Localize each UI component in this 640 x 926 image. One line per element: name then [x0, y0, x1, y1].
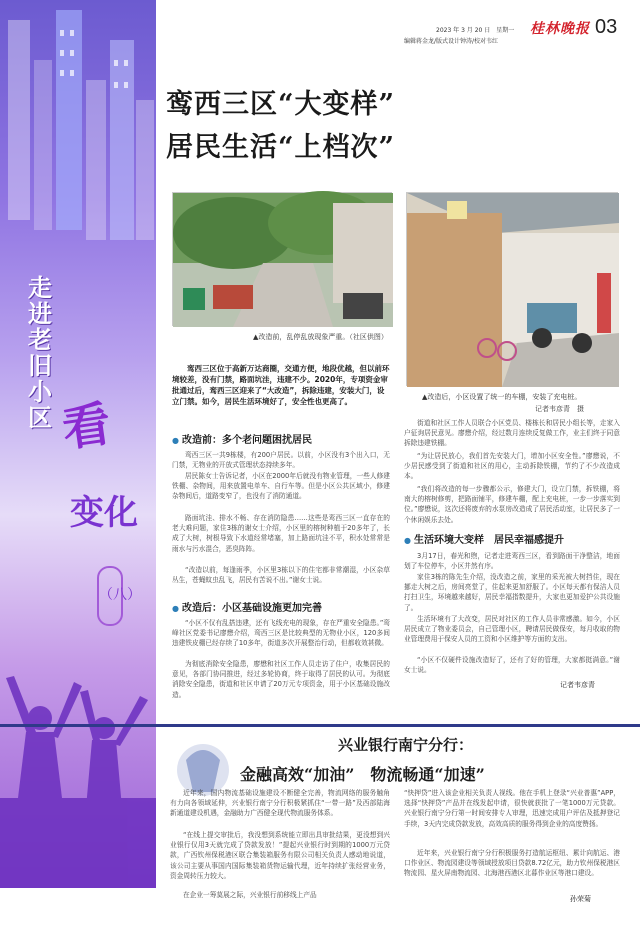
- paragraph: 近年来，国内物流基础设施建设不断健全完善，物流网络的服务触角有力向各领域延伸，兴业银行南宁分行积极紧抓住“一带一路”及西部陆海新通道建设机遇，金融助力广西健全现代物流服务体系。: [170, 789, 390, 818]
- photo-before-caption: ▲改造前，乱停乱放现象严重。（社区供图）: [253, 333, 388, 341]
- paragraph: 鸾西三区一共9栋楼，有200户居民。以前，小区没有3个出入口，无门禁，无物业的开放式管理状态持续多年。: [172, 451, 390, 470]
- photo-credit: 记者韦彦青 摄: [535, 405, 584, 413]
- skyline-illustration: [0, 0, 156, 260]
- photo-before-renovation: [172, 192, 392, 326]
- paragraph: “我们将改造的每一步骤都公示，修建大门，设立门禁，拆铁棚，将南大的榕树修剪，把路面铺平，修建车棚，配上充电桩，一步一步落实到位。”廖懋说，这次还将废弃的水泵房改造成了居民活动室，让居民多了一个休闲娱乐去处。: [404, 485, 620, 524]
- paragraph: 居民陈女士告诉记者，小区在2000年后就没有物业管理，一些人修建铁棚、杂物间，用来放置电单车、自行车等。但是小区公共区域小，修建杂物间后，道路变窄了，也没有了消防通道。: [172, 472, 390, 501]
- bank-article-byline: 孙荣菊: [570, 895, 591, 903]
- paragraph: “快押贷”进入该企业相关负责人视线。他在手机上登录“兴业普惠”APP，选择“快押贷”产品并在线发起申请，很快就获批了一笔1000万元贷款。兴业银行南宁分行第一时间安排专人审理，迅速完成用户评估及抵押登记手续，3天内完成贷款发放，高效高质的服务得到企业的高度赞扬。: [404, 789, 620, 828]
- section-heading-before: ● 改造前：多个老问题困扰居民: [172, 431, 312, 446]
- paragraph: 3月17日，春光和煦，记者走进鸾西三区，看到路面干净整洁，地面划了车位停车，小区井然有序。: [404, 552, 620, 571]
- issue-date: 2023 年 3 月 20 日 星期一: [436, 27, 515, 34]
- headline-line-1: 鸾西三区“大变样”: [166, 89, 396, 120]
- paragraph: “小区不仅有乱搭违建，还有飞线充电的现象，存在严重安全隐患。”鸾峰社区党委书记廖懋介绍，鸾西三区是比较典型的无物业小区，120多间违建铁皮棚已经存续了10多年，街道多次开展整治行动，但都收效甚微。: [172, 619, 390, 648]
- paragraph: “改造以前，每逢雨季，小区里3栋以下的住宅都非常潮湿，小区杂草丛生，苍蝇蚊虫乱飞，居民有苦说不出。”谢女士说。: [172, 566, 390, 585]
- paragraph: “小区不仅硬件设施改造好了，还有了好的管理，大家都挺满意。”谢女士说。: [404, 656, 620, 675]
- editor-credits: 编辑蒋金龙/版式设计钟涛/校对韦红: [404, 38, 499, 45]
- series-kan-glyph: 看: [58, 395, 115, 459]
- paragraph: 为彻底消除安全隐患，廖懋和社区工作人员走访了住户，收集居民的意见，各部门协同推进，经过多轮协商，终于取得了居民的认可。为彻底消除安全隐患，街道和社区申请了20万元专项资金，用于小区基础设施改造。: [172, 660, 390, 699]
- article-lede: 鸾西三区位于高新万达商圈，交通方便，地段优越，但以前环境较差，没有门禁，路面坑洼，违建不少。2020年，专项资金审批通过后，鸾西三区迎来了“大改造”，拆除违建，安装大门，设立门禁。如今，居民生活环境好了，安全性也更高了。: [172, 364, 390, 406]
- photo-after-caption: ▲改造后，小区设置了统一的车棚，安装了充电桩。: [422, 393, 582, 401]
- paragraph: “为让居民放心，我们首先安装大门，增加小区安全性。”廖懋说，不少居民感受到了街道和社区的用心，主动拆除铁棚，节约了不少改造成本。: [404, 452, 620, 481]
- section-heading-after: ● 改造后：小区基础设施更加完善: [172, 599, 322, 614]
- paragraph: 在企业一筹莫展之际，兴业银行前移线上产品: [183, 891, 317, 899]
- paragraph: 家住3栋的陈先生介绍，没改造之前，家里的采光被大树挡住，现在挪走大树之后，房间亮堂了，住起来更加舒服了。小区每天都有保洁人员打扫卫生，环境越来越好，居民幸福指数提升，大家也更加爱护公共设施了。: [404, 573, 620, 612]
- page-number: 03: [595, 16, 618, 38]
- section-divider: [0, 724, 640, 727]
- article-byline: 记者韦彦青: [560, 681, 595, 689]
- bank-article-kicker: 兴业银行南宁分行：: [338, 736, 474, 754]
- newspaper-logo: 桂林晚报: [530, 21, 590, 37]
- series-banner: [0, 0, 156, 888]
- paragraph: 生活环境有了大改变，居民对社区的工作人员非常感激。如今，小区居民成立了物业委员会，自己管理小区，聘请居民做保安，每月收取的物业管理费用于保安人员的工资和小区维护等方面的支出。: [404, 615, 620, 644]
- bank-article-headline: 金融高效“加油” 物流畅通“加速”: [240, 765, 485, 784]
- paragraph: 街道和社区工作人员联合小区党员、楼栋长和居民小组长等，走家入户征询居民意见。廖懋介绍，经过数月连续反复做工作，业主们终于同意拆除违建铁棚。: [404, 419, 620, 448]
- paragraph: 路面坑洼、排水不畅、存在消防隐患……这些是鸾西三区一直存在的老大难问题，家住3栋的谢女士介绍，小区里的榕树种植于20多年了，长成了大树，树根导致下水道经常堵塞，加上路面坑洼不平，积水处常常是雨水与污水混合，恶臭阵阵。: [172, 514, 390, 553]
- series-title: 走进老旧小区: [28, 273, 52, 432]
- series-bian-glyph: 变化: [70, 493, 138, 533]
- headline-line-2: 居民生活“上档次”: [166, 132, 396, 163]
- series-sequence: （八）: [97, 566, 123, 626]
- photo-after-renovation: [406, 192, 618, 386]
- cheering-crowd-illustration: [0, 648, 156, 888]
- paragraph: 近年来，兴业银行南宁分行积极服务打造航运枢纽、累计向航运、港口作业区、物流园建设等领域授放项目贷款8.72亿元，助力钦州保税港区物流园、星火屏南物流园、北海港西港区北暮作业区等港口建设。: [404, 849, 620, 878]
- section-heading-life: ● 生活环境大变样 居民幸福感提升: [404, 531, 564, 546]
- paragraph: “在线上提交审批后，我没想到系统能立即出具审批结果，更没想到兴业银行仅用3天就完成了贷款发放！”提起兴业银行时到期的1000万元贷款，广西钦州保税港区联合集装箱服务有限公司相关负责人感动地说道，该公司主要从事国内国际集装箱货物运输代理，近年持续扩张经营业务，资金周转压力较大。: [170, 831, 390, 880]
